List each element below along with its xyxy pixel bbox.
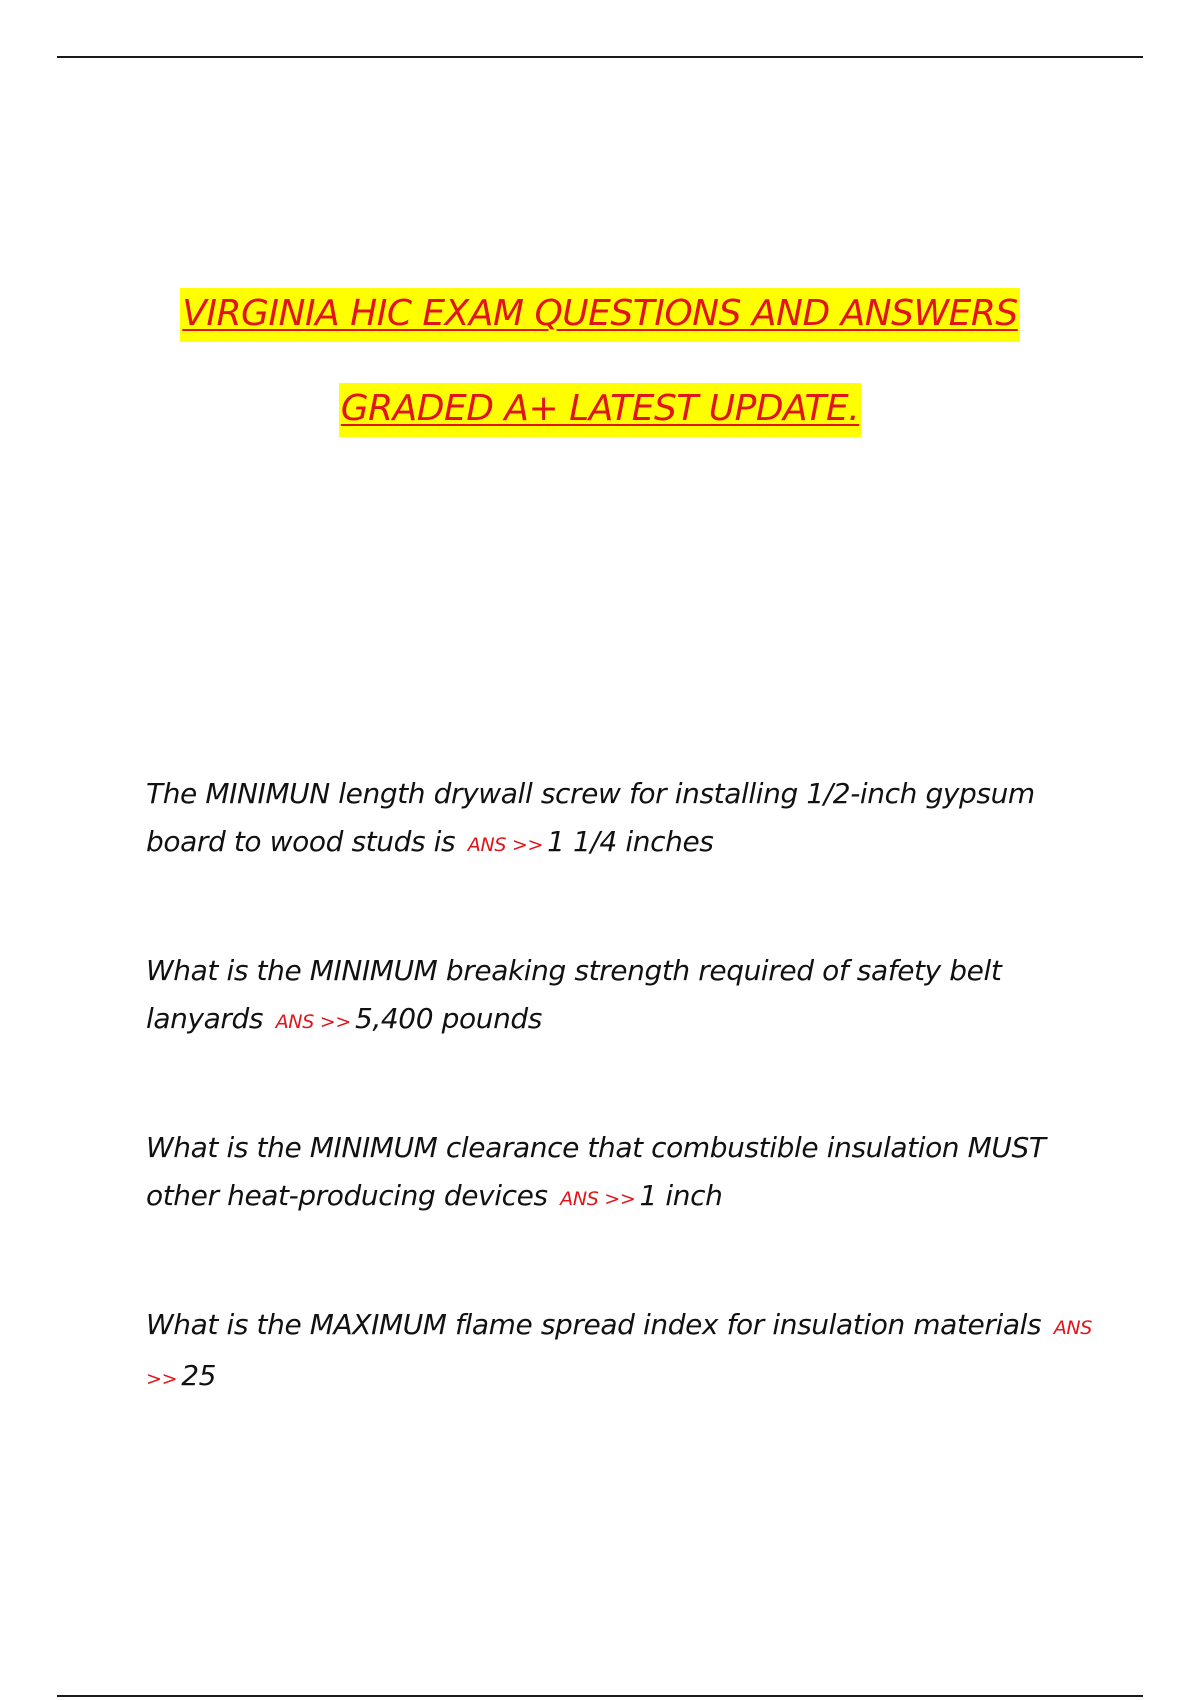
qa-item <box>146 1301 1106 1403</box>
answer-text: 1 inch <box>639 1179 723 1212</box>
question-text: What is the MINIMUM breaking strength required of safety belt lanyards <box>146 954 1002 1035</box>
qa-item <box>146 1124 1106 1223</box>
document-title <box>0 288 1200 478</box>
question-text: What is the MINIMUM clearance that combustible insulation MUST other heat-producing devices <box>146 1131 1046 1212</box>
bottom-rule <box>57 1695 1143 1697</box>
ans-marker: ANS >> <box>560 1188 636 1210</box>
answer-text: 1 1/4 inches <box>547 825 714 858</box>
qa-item <box>146 947 1106 1046</box>
title-line-2: GRADED A+ LATEST UPDATE. <box>339 383 861 437</box>
ans-marker: ANS >> <box>275 1011 351 1033</box>
top-rule <box>57 56 1143 58</box>
ans-marker: ANS >> <box>146 1317 1093 1390</box>
answer-text: 25 <box>181 1359 217 1392</box>
qa-list <box>146 770 1106 1481</box>
ans-marker: ANS >> <box>467 834 544 856</box>
qa-item <box>146 770 1106 869</box>
question-text: The MINIMUN length drywall screw for installing 1/2-inch gypsum board to wood studs is <box>146 777 1035 858</box>
answer-text: 5,400 pounds <box>354 1002 542 1035</box>
question-text: What is the MAXIMUM flame spread index for insulation materials <box>146 1308 1042 1341</box>
title-line-1: VIRGINIA HIC EXAM QUESTIONS AND ANSWERS <box>180 288 1019 342</box>
